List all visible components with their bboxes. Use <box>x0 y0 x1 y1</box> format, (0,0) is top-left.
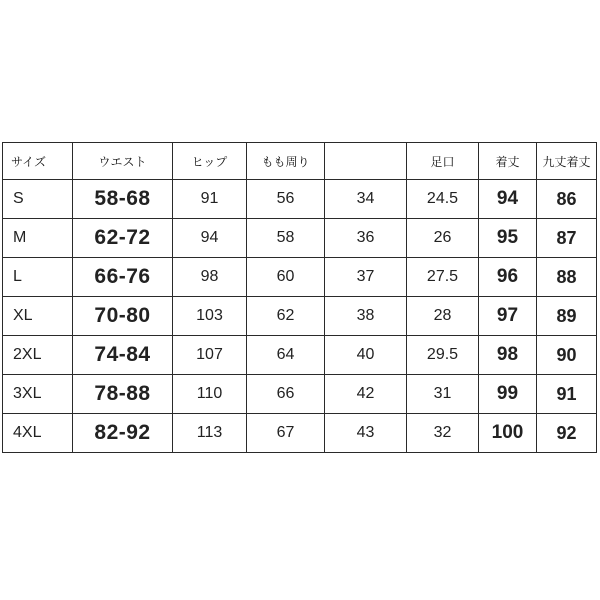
header-hip: ヒップ <box>173 143 247 180</box>
hip-cell: 98 <box>173 258 247 297</box>
waist-cell: 82-92 <box>73 414 173 453</box>
waist-cell: 58-68 <box>73 180 173 219</box>
ninth-length-cell: 91 <box>537 375 597 414</box>
hem-cell: 24.5 <box>407 180 479 219</box>
blank-col-cell: 37 <box>325 258 407 297</box>
size-cell: 2XL <box>3 336 73 375</box>
ninth-length-cell: 89 <box>537 297 597 336</box>
table-row <box>3 180 597 219</box>
hem-cell: 28 <box>407 297 479 336</box>
size-cell: L <box>3 258 73 297</box>
header-thigh: もも周り <box>247 143 325 180</box>
header-size: サイズ <box>3 143 73 180</box>
ninth-length-cell: 88 <box>537 258 597 297</box>
ninth-length-cell: 90 <box>537 336 597 375</box>
thigh-cell: 58 <box>247 219 325 258</box>
header-hem: 足口 <box>407 143 479 180</box>
length-cell: 99 <box>479 375 537 414</box>
thigh-cell: 60 <box>247 258 325 297</box>
size-cell: S <box>3 180 73 219</box>
table-row <box>3 336 597 375</box>
waist-cell: 66-76 <box>73 258 173 297</box>
header-waist: ウエスト <box>73 143 173 180</box>
table-row <box>3 375 597 414</box>
table-row <box>3 258 597 297</box>
size-cell: 3XL <box>3 375 73 414</box>
thigh-cell: 62 <box>247 297 325 336</box>
thigh-cell: 56 <box>247 180 325 219</box>
waist-cell: 62-72 <box>73 219 173 258</box>
ninth-length-cell: 92 <box>537 414 597 453</box>
length-cell: 97 <box>479 297 537 336</box>
thigh-cell: 66 <box>247 375 325 414</box>
blank-col-cell: 40 <box>325 336 407 375</box>
blank-col-cell: 34 <box>325 180 407 219</box>
blank-col-cell: 36 <box>325 219 407 258</box>
waist-cell: 74-84 <box>73 336 173 375</box>
header-ninth-length: 九丈着丈 <box>537 143 597 180</box>
length-cell: 95 <box>479 219 537 258</box>
ninth-length-cell: 86 <box>537 180 597 219</box>
hem-cell: 32 <box>407 414 479 453</box>
thigh-cell: 67 <box>247 414 325 453</box>
thigh-cell: 64 <box>247 336 325 375</box>
hip-cell: 103 <box>173 297 247 336</box>
size-cell: M <box>3 219 73 258</box>
table-row <box>3 219 597 258</box>
size-cell: XL <box>3 297 73 336</box>
blank-col-cell: 43 <box>325 414 407 453</box>
size-chart-table <box>2 142 597 453</box>
hem-cell: 29.5 <box>407 336 479 375</box>
blank-col-cell: 42 <box>325 375 407 414</box>
hem-cell: 31 <box>407 375 479 414</box>
hem-cell: 26 <box>407 219 479 258</box>
hip-cell: 113 <box>173 414 247 453</box>
blank-col-cell: 38 <box>325 297 407 336</box>
size-cell: 4XL <box>3 414 73 453</box>
length-cell: 100 <box>479 414 537 453</box>
waist-cell: 78-88 <box>73 375 173 414</box>
hip-cell: 94 <box>173 219 247 258</box>
waist-cell: 70-80 <box>73 297 173 336</box>
length-cell: 94 <box>479 180 537 219</box>
header-blank <box>325 143 407 180</box>
table-row <box>3 297 597 336</box>
table-row <box>3 414 597 453</box>
length-cell: 98 <box>479 336 537 375</box>
hem-cell: 27.5 <box>407 258 479 297</box>
hip-cell: 110 <box>173 375 247 414</box>
hip-cell: 107 <box>173 336 247 375</box>
header-row <box>3 143 597 180</box>
ninth-length-cell: 87 <box>537 219 597 258</box>
hip-cell: 91 <box>173 180 247 219</box>
length-cell: 96 <box>479 258 537 297</box>
header-length: 着丈 <box>479 143 537 180</box>
